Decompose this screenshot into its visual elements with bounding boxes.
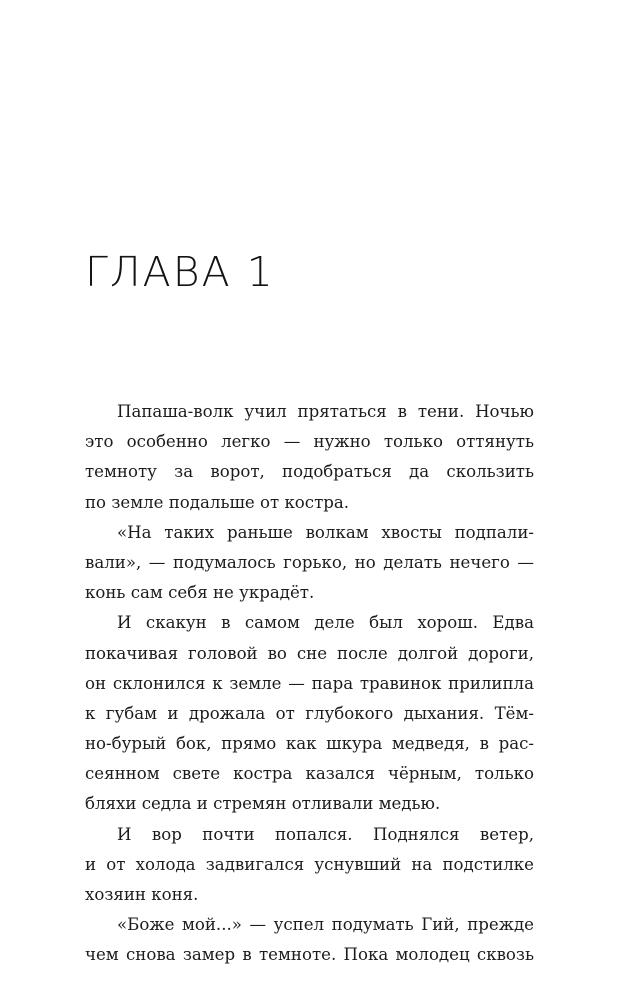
text-line: сеянном свете костра казался чёрным, только (85, 764, 534, 784)
text-line: «Боже мой...» — успел подумать Гий, прежде (117, 915, 534, 935)
text-line: но-бурый бок, прямо как шкура медведя, в рас- (85, 734, 534, 754)
text-line: И вор почти попался. Поднялся ветер, (117, 824, 534, 844)
text-line: покачивая головой во сне после долгой дороги, (85, 643, 534, 663)
text-line: И скакун в самом деле был хорош. Едва (117, 613, 534, 633)
text-line: хозяин коня. (85, 885, 199, 904)
text-line: и от холода задвигался уснувший на подстилке (85, 854, 534, 874)
text-line: конь сам себя не украдёт. (85, 583, 315, 603)
text-line: к губам и дрожала от глубокого дыхания. Тём- (85, 703, 534, 723)
chapter-title: ГЛАВА 1 (85, 248, 275, 296)
text-line: Папаша-волк учил прятаться в тени. Ночью (117, 402, 534, 421)
text-line: «На таких раньше волкам хвосты подпали- (117, 522, 534, 542)
text-line: это особенно легко — нужно только оттянуть (85, 432, 534, 452)
text-line: он склонился к земле — пара травинок прилипла (85, 673, 534, 693)
text-line: вали», — подумалось горько, но делать нечего — (85, 552, 534, 572)
text-line: по земле подальше от костра. (85, 492, 350, 512)
text-line: темноту за ворот, подобраться да скользить (85, 462, 534, 482)
text-line: бляхи седла и стремян отливали медью. (85, 794, 441, 814)
text-line: чем снова замер в темноте. Пока молодец сквозь (85, 945, 534, 965)
chapter-body-text (85, 397, 534, 971)
